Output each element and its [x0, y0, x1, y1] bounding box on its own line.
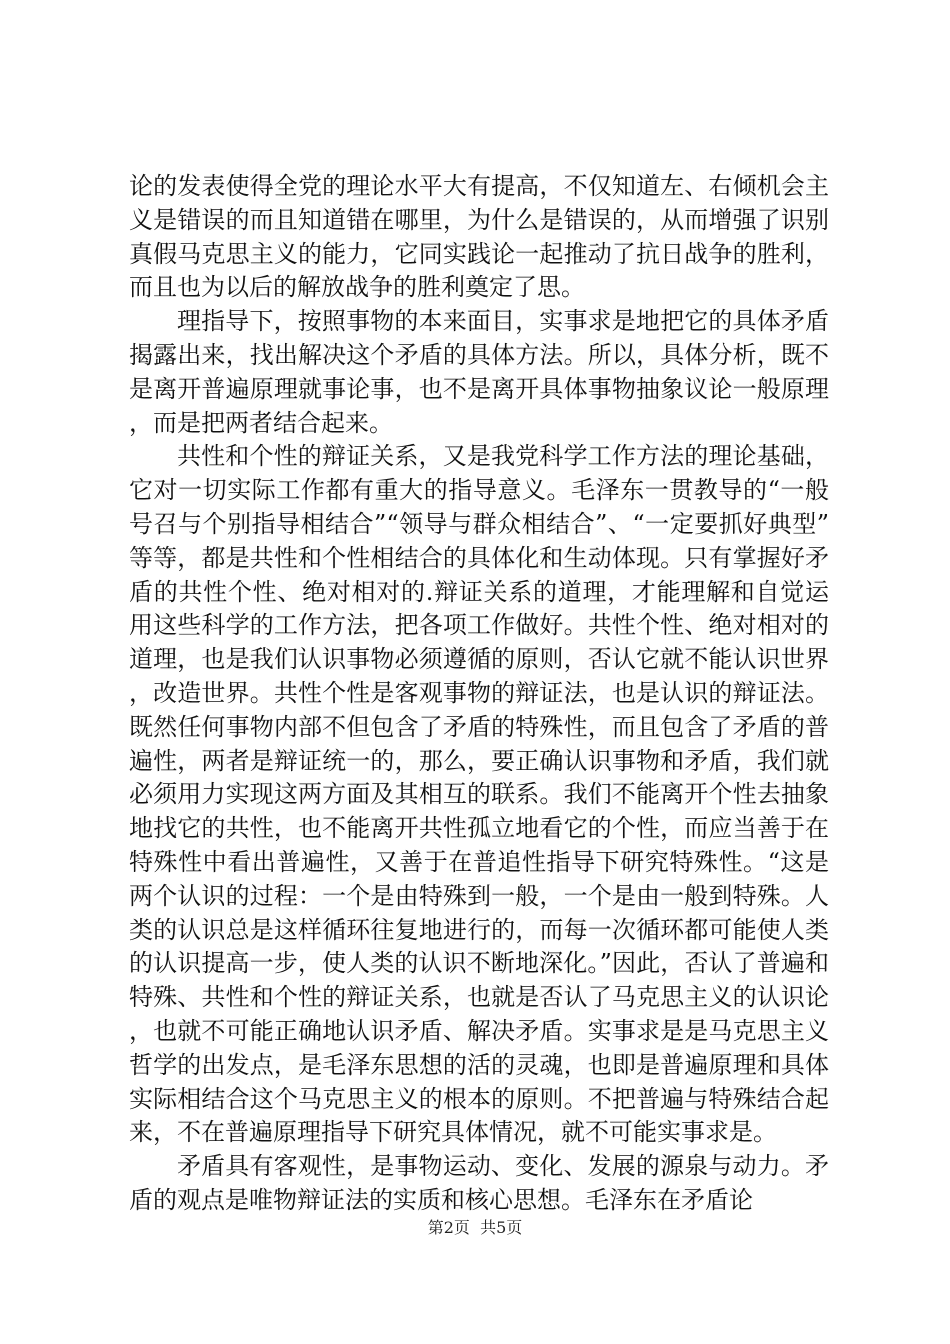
paragraph-3: 共性和个性的辩证关系，又是我党科学工作方法的理论基础，它对一切实际工作都有重大的指导意义。毛泽东一贯教导的“一般号召与个别指导相结合”“领导与群众相结合”、“一定要抓好典型”等等，都是共性和个性相结合的具体化和生动体现。只有掌握好矛盾的共性个性、绝对相对的.辩证关系的道理，才能理解和自觉运用这些科学的工作方法，把各项工作做好。共性个性、绝对相对的道理，也是我们认识事物必须遵循的原则，否认它就不能认识世界，改造世界。共性个性是客观事物的辩证法，也是认识的辩证法。既然任何事物内部不但包含了矛盾的特殊性，而且包含了矛盾的普遍性，两者是辩证统一的，那么，要正确认识事物和矛盾，我们就必须用力实现这两方面及其相互的联系。我们不能离开个性去抽象地找它的共性，也不能离开共性孤立地看它的个性，而应当善于在特殊性中看出普遍性，又善于在普追性指导下研究特殊性。“这是两个认识的过程：一个是由特殊到一般，一个是由一般到特殊。人类的认识总是这样循环往复地进行的，而每一次循环都可能使人类的认识提高一步，使人类的认识不断地深化。”因此，否认了普遍和特殊、共性和个性的辩证关系，也就是否认了马克思主义的认识论，也就不可能正确地认识矛盾、解决矛盾。实事求是是马克思主义哲学的出发点，是毛泽东思想的活的灵魂，也即是普遍原理和具体实际相结合这个马克思主义的根本的原则。不把普遍与特殊结合起来，不在普遍原理指导下研究具体情况，就不可能实事求是。	[129, 442, 829, 1147]
page-footer	[0, 1215, 950, 1238]
document-body	[129, 170, 829, 1218]
paragraph-4: 矛盾具有客观性，是事物运动、变化、发展的源泉与动力。矛盾的观点是唯物辩证法的实质和核心思想。毛泽东在矛盾论	[129, 1152, 829, 1214]
paragraph-1: 论的发表使得全党的理论水平大有提高，不仅知道左、右倾机会主义是错误的而且知道错在哪里，为什么是错误的，从而增强了识别真假马克思主义的能力，它同实践论一起推动了抗日战争的胜利，而且也为以后的解放战争的胜利奠定了思。	[129, 172, 829, 302]
page-number-label: 第2页 共5页	[427, 1218, 523, 1237]
paragraph-2: 理指导下，按照事物的本来面目，实事求是地把它的具体矛盾揭露出来，找出解决这个矛盾的具体方法。所以，具体分析，既不是离开普遍原理就事论事，也不是离开具体事物抽象议论一般原理，而是把两者结合起来。	[129, 307, 829, 437]
